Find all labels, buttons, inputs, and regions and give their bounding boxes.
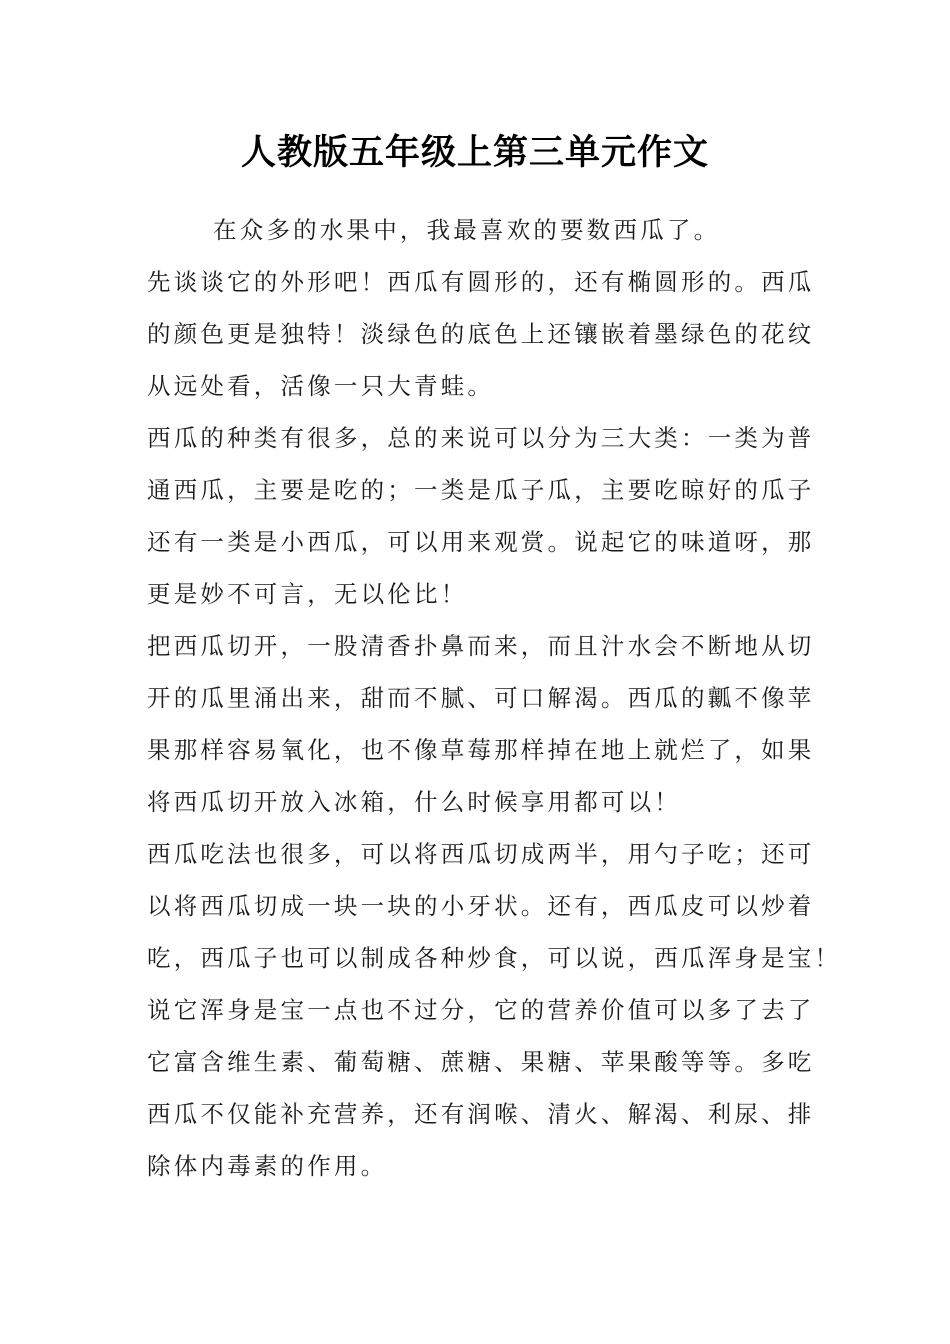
- essay-line: 西瓜不仅能补充营养，还有润喉、清火、解渴、利尿、排: [147, 1100, 815, 1128]
- essay-line: 除体内毒素的作用。: [147, 1152, 388, 1180]
- essay-line: 先谈谈它的外形吧！西瓜有圆形的，还有椭圆形的。西瓜: [147, 268, 815, 296]
- essay-line: 说它浑身是宝一点也不过分，它的营养价值可以多了去了: [147, 996, 815, 1024]
- essay-line: 把西瓜切开，一股清香扑鼻而来，而且汁水会不断地从切: [147, 632, 815, 660]
- essay-line: 果那样容易氧化，也不像草莓那样掉在地上就烂了，如果: [147, 736, 815, 764]
- essay-line: 的颜色更是独特！淡绿色的底色上还镶嵌着墨绿色的花纹: [147, 320, 815, 348]
- essay-body: [147, 204, 842, 1192]
- essay-line: 在众多的水果中，我最喜欢的要数西瓜了。: [213, 216, 721, 244]
- essay-line: 还有一类是小西瓜，可以用来观赏。说起它的味道呀，那: [147, 528, 815, 556]
- document-title: 人教版五年级上第三单元作文: [240, 133, 709, 173]
- essay-line: 通西瓜，主要是吃的；一类是瓜子瓜，主要吃晾好的瓜子: [147, 476, 815, 504]
- essay-line: 开的瓜里涌出来，甜而不腻、可口解渴。西瓜的瓤不像苹: [147, 684, 815, 712]
- essay-line: 从远处看，活像一只大青蛙。: [147, 372, 495, 400]
- essay-line: 西瓜的种类有很多，总的来说可以分为三大类：一类为普: [147, 424, 815, 452]
- essay-line: 更是妙不可言，无以伦比！: [147, 580, 468, 608]
- essay-line: 吃，西瓜子也可以制成各种炒食，可以说，西瓜浑身是宝！: [147, 944, 842, 972]
- essay-line: 将西瓜切开放入冰箱，什么时候享用都可以！: [147, 788, 681, 816]
- essay-line: 它富含维生素、葡萄糖、蔗糖、果糖、苹果酸等等。多吃: [147, 1048, 815, 1076]
- essay-line: 西瓜吃法也很多，可以将西瓜切成两半，用勺子吃；还可: [147, 840, 815, 868]
- essay-line: 以将西瓜切成一块一块的小牙状。还有，西瓜皮可以炒着: [147, 892, 815, 920]
